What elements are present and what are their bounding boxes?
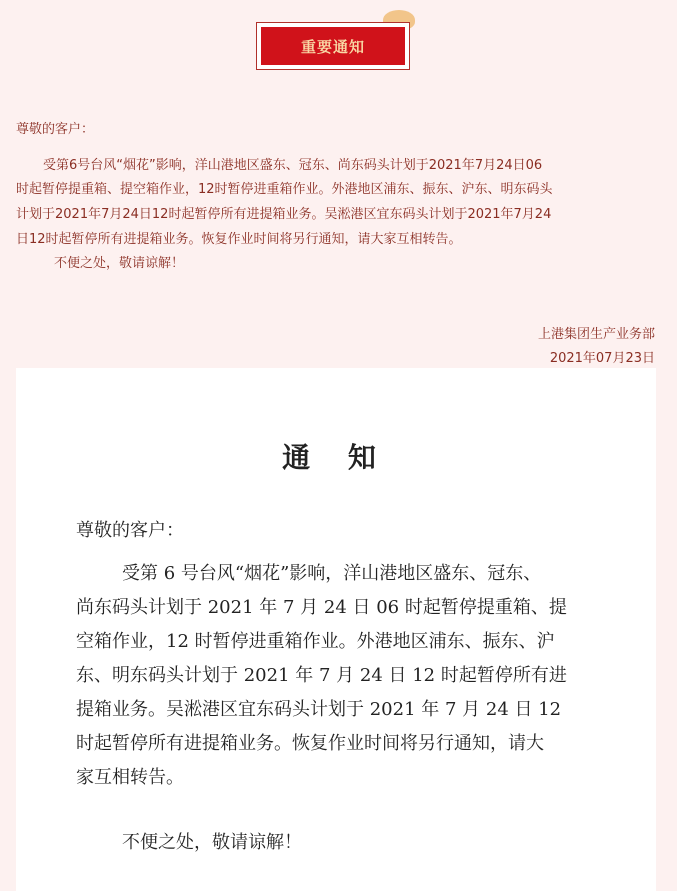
notice-line: 日12时起暂停所有进提箱业务。恢复作业时间将另行通知，请大家互相转告。 xyxy=(16,232,462,247)
notice-line: 受第6号台风“烟花”影响，洋山港地区盛东、冠东、尚东码头计划于2021年7月24日06 xyxy=(43,158,543,173)
document-greeting: 尊敬的客户： xyxy=(76,520,184,541)
document-line: 时起暂停所有进提箱业务。恢复作业时间将另行通知，请大 xyxy=(76,733,544,754)
document-line: 受第 6 号台风“烟花”影响，洋山港地区盛东、冠东、 xyxy=(122,563,542,584)
document-closing: 不便之处，敬请谅解！ xyxy=(122,832,302,853)
date: 2021年07月23日 xyxy=(549,351,655,366)
document-line: 尚东码头计划于 2021 年 7 月 24 日 06 时起暂停提重箱、提 xyxy=(76,597,567,618)
document-title: 通 知 xyxy=(282,441,390,474)
document-line: 空箱作业，12 时暂停进重箱作业。外港地区浦东、振东、沪 xyxy=(76,631,555,652)
badge-label: 重要通知 xyxy=(261,27,405,65)
important-notice-badge xyxy=(256,22,410,70)
signature: 上港集团生产业务部 xyxy=(537,327,655,342)
greeting: 尊敬的客户： xyxy=(16,122,95,137)
document-line: 家互相转告。 xyxy=(76,767,184,788)
document-line: 提箱业务。吴淞港区宜东码头计划于 2021 年 7 月 24 日 12 xyxy=(76,699,562,720)
notice-line: 时起暂停提重箱、提空箱作业，12时暂停进重箱作业。外港地区浦东、振东、沪东、明东码头 xyxy=(16,182,553,197)
notice-line: 计划于2021年7月24日12时起暂停所有进提箱业务。吴淞港区宜东码头计划于2021年7月24 xyxy=(16,207,552,222)
closing: 不便之处，敬请谅解！ xyxy=(54,256,185,271)
notice-document-image xyxy=(16,368,656,891)
document-line: 东、明东码头计划于 2021 年 7 月 24 日 12 时起暂停所有进 xyxy=(76,665,567,686)
